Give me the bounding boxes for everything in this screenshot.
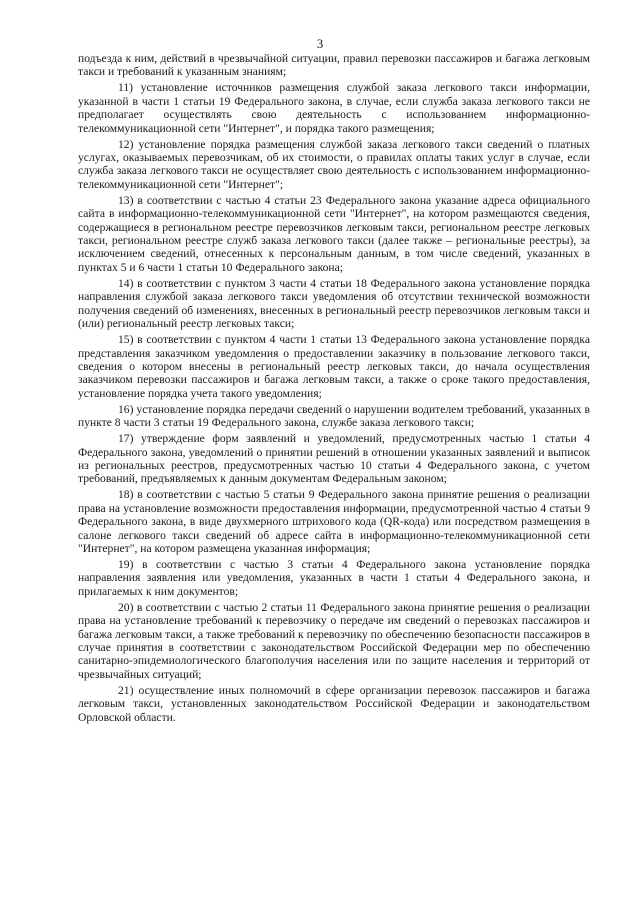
paragraph-item-16: 16) установление порядка передачи сведений о нарушении водителем требований, указанных в пункте 8 части 3 статьи 19 Федерального закона, службе заказа легкового такси; [78,402,590,430]
paragraph-item-19: 19) в соответствии с частью 3 статьи 4 Федерального закона установление порядка направления заявления или уведомления, указанных в части 1 статьи 4 Федерального закона, и прилагаемых к ним документов; [78,557,590,598]
paragraph-item-20: 20) в соответствии с частью 2 статьи 11 Федерального закона принятие решения о реализации права на установление требований к перевозчику о передаче им сведений о перевозках пассажиров и багажа легковым такси, а также требований к перевозчику по обеспечению безопасности пассажиров в случае принятия в соответствии с законодательством Российской Федерации мер по обеспечению санитарно-эпидемиологического благополучия населения или по защите населения и территорий от чрезвычайных ситуаций; [78,600,590,681]
paragraph-item-17: 17) утверждение форм заявлений и уведомлений, предусмотренных частью 1 статьи 4 Федерального закона, уведомлений о принятии решений в отношении указанных заявлений и выписок из региональных реестров, предусмотренных частью 10 статьи 4 Федерального закона, с учетом требований, предъявляемых к данным документам Федеральным законом; [78,432,590,486]
paragraph-item-14: 14) в соответствии с пунктом 3 части 4 статьи 18 Федерального закона установление порядка направления службой заказа легкового такси уведомления об отсутствии технической возможности получения сведений об изменениях, внесенных в региональный реестр перевозчиков легковым такси и (или) региональный реестр легковых такси; [78,276,590,331]
paragraph-continuation: подъезда к ним, действий в чрезвычайной ситуации, правил перевозки пассажиров и багажа легковым такси и требований к указанным знаниям; [78,52,590,79]
paragraph-item-13: 13) в соответствии с частью 4 статьи 23 Федерального закона указание адреса официального сайта в информационно-телекоммуникационной сети "Интернет", на котором размещаются сведения, содержащиеся в региональном реестре перевозчиков легковым такси, региональном реестре легковых такси, региональном реестре служб заказа легкового такси (далее также – региональные реестры), за исключением сведений, отнесенных к персональным данным, в том числе сведений, указанных в пунктах 5 и 6 части 1 статьи 10 Федерального закона; [78,193,590,274]
paragraph-item-12: 12) установление порядка размещения службой заказа легкового такси сведений о платных услугах, оказываемых перевозчикам, об их стоимости, о правилах оплаты таких услуг в случае, если служба заказа легкового такси не осуществляет свою деятельность с использованием информационно-телекоммуникационной сети "Интернет"; [78,137,590,191]
page-number: 3 [316,36,324,51]
paragraph-item-21: 21) осуществление иных полномочий в сфере организации перевозок пассажиров и багажа легковым такси, установленных законодательством Российской Федерации и законодательством Орловской области. [78,683,590,724]
paragraph-item-15: 15) в соответствии с пунктом 4 части 1 статьи 13 Федерального закона установление порядка представления заказчиком уведомления о предоставлении заказчику в пользование легкового такси, сведения о котором внесены в региональный реестр легковых такси, до начала осуществления заказчиком перевозки пассажиров и багажа легковым такси, а также о сроке такого предоставления, установление порядка учета такого уведомления; [78,333,590,400]
paragraph-item-18: 18) в соответствии с частью 5 статьи 9 Федерального закона принятие решения о реализации права на установление возможности предоставления информации, предусмотренной частью 4 статьи 9 Федерального закона, в виде двухмерного штрихового кода (QR-кода) или посредством размещения в салоне легкового такси сведений об адресе сайта в информационно-телекоммуникационной сети "Интернет", на котором размещена указанная информация; [78,488,590,555]
document-body [78,52,590,727]
paragraph-item-11: 11) установление источников размещения службой заказа легкового такси информации, указанной в части 1 статьи 19 Федерального закона, в случае, если служба заказа легкового такси не предполагает осуществлять свою деятельность с использованием информационно-телекоммуникационной сети "Интернет", и порядка такого размещения; [78,81,590,135]
